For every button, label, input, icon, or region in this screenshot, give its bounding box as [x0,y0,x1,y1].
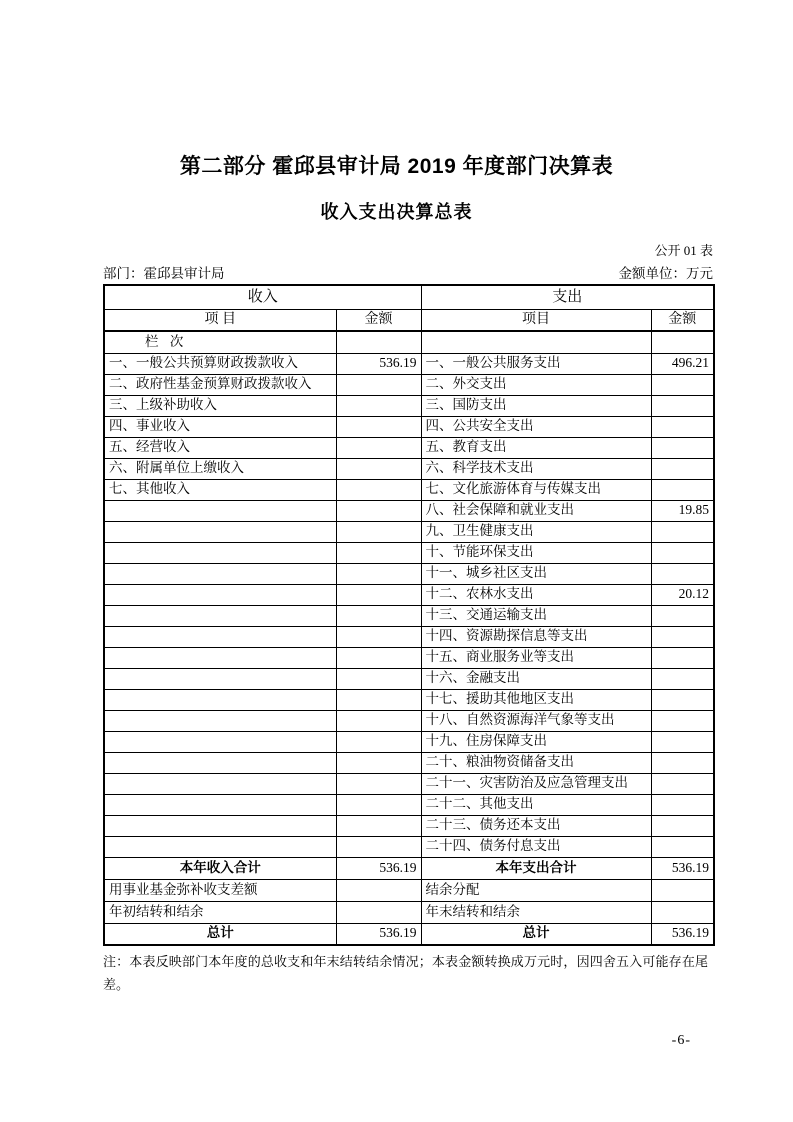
expense-amount-cell: 536.19 [651,857,714,879]
page-title: 第二部分 霍邱县审计局 2019 年度部门决算表 [179,155,614,178]
income-item-cell: 总计 [104,923,336,945]
column-header-row [104,309,714,331]
expense-item-cell: 十三、交通运输支出 [421,605,651,626]
income-amount-cell [336,689,421,710]
income-amount-cell [336,794,421,815]
income-item-cell [104,668,336,689]
expense-item-cell: 十四、资源勘探信息等支出 [421,626,651,647]
table-row [104,479,714,500]
income-item-cell [104,521,336,542]
expense-amount-cell [651,437,714,458]
expense-amount-cell [651,668,714,689]
lanci-label: 栏 次 [104,331,336,353]
expense-amount-header: 金额 [651,309,714,331]
income-amount-cell: 536.19 [336,923,421,945]
table-code-label: 公开 01 表 [654,243,713,258]
table-body [104,285,714,945]
income-item-cell: 本年收入合计 [104,857,336,879]
income-amount-cell [336,521,421,542]
income-amount-cell [336,626,421,647]
expense-item-header: 项目 [421,309,651,331]
table-row [104,353,714,374]
income-amount-cell [336,542,421,563]
income-amount-header: 金额 [336,309,421,331]
expense-amount-cell [651,836,714,857]
expense-item-cell: 十五、商业服务业等支出 [421,647,651,668]
expense-item-cell [421,331,651,353]
lanci-row [104,331,714,353]
expense-amount-cell [651,794,714,815]
income-item-cell [104,710,336,731]
expense-item-cell: 二十三、债务还本支出 [421,815,651,836]
table-row [104,773,714,794]
income-item-cell: 二、政府性基金预算财政拨款收入 [104,374,336,395]
table-row [104,458,714,479]
income-amount-cell [336,416,421,437]
expense-amount-cell [651,901,714,923]
expense-item-cell: 七、文化旅游体育与传媒支出 [421,479,651,500]
table-row [104,542,714,563]
page-number: -6- [671,1032,691,1048]
expense-item-cell: 八、社会保障和就业支出 [421,500,651,521]
expense-amount-cell [651,416,714,437]
income-item-cell [104,752,336,773]
income-amount-cell [336,395,421,416]
income-amount-cell [336,563,421,584]
expense-item-cell: 本年支出合计 [421,857,651,879]
table-meta-row [103,262,713,282]
income-item-header: 项 目 [104,309,336,331]
income-amount-cell [336,458,421,479]
income-amount-cell [336,374,421,395]
table-row [104,374,714,395]
income-item-cell [104,542,336,563]
expense-item-cell: 十一、城乡社区支出 [421,563,651,584]
expense-item-cell: 十九、住房保障支出 [421,731,651,752]
income-amount-cell [336,479,421,500]
income-item-cell [104,731,336,752]
income-item-cell [104,500,336,521]
income-amount-cell [336,584,421,605]
expense-amount-cell [651,647,714,668]
expense-amount-cell: 20.12 [651,584,714,605]
income-amount-cell [336,647,421,668]
income-amount-cell [336,731,421,752]
expense-item-cell: 一、一般公共服务支出 [421,353,651,374]
table-row [104,626,714,647]
table-row [104,416,714,437]
income-item-cell [104,689,336,710]
table-row [104,923,714,945]
expense-amount-cell [651,689,714,710]
expense-item-cell: 二、外交支出 [421,374,651,395]
expense-item-cell: 十二、农林水支出 [421,584,651,605]
expense-item-cell: 年末结转和结余 [421,901,651,923]
income-item-cell [104,836,336,857]
table-row [104,689,714,710]
table-row [104,794,714,815]
table-row [104,752,714,773]
income-amount-cell: 536.19 [336,353,421,374]
table-row [104,395,714,416]
table-row [104,879,714,901]
expense-amount-cell [651,731,714,752]
expense-amount-cell: 19.85 [651,500,714,521]
expense-item-cell: 六、科学技术支出 [421,458,651,479]
expense-amount-cell [651,331,714,353]
income-amount-cell [336,773,421,794]
income-item-cell [104,584,336,605]
table-row [104,521,714,542]
table-row [104,584,714,605]
income-item-cell [104,815,336,836]
expense-amount-cell: 536.19 [651,923,714,945]
table-row [104,668,714,689]
income-item-cell: 三、上级补助收入 [104,395,336,416]
expense-amount-cell [651,773,714,794]
income-item-cell: 六、附属单位上缴收入 [104,458,336,479]
income-item-cell [104,773,336,794]
expense-amount-cell [651,542,714,563]
expense-amount-cell [651,710,714,731]
income-amount-cell [336,500,421,521]
expense-amount-cell: 496.21 [651,353,714,374]
income-amount-cell [336,815,421,836]
expense-amount-cell [651,374,714,395]
income-item-cell: 七、其他收入 [104,479,336,500]
expense-item-cell: 二十一、灾害防治及应急管理支出 [421,773,651,794]
table-row [104,437,714,458]
table-row [104,731,714,752]
table-title: 收入支出决算总表 [320,202,473,222]
expense-item-cell: 二十四、债务付息支出 [421,836,651,857]
table-row [104,857,714,879]
table-row [104,563,714,584]
expense-item-cell: 结余分配 [421,879,651,901]
expense-amount-cell [651,879,714,901]
expense-amount-cell [651,563,714,584]
expense-item-cell: 二十、粮油物资储备支出 [421,752,651,773]
income-amount-cell [336,710,421,731]
group-header-row [104,285,714,309]
income-amount-cell [336,836,421,857]
expense-amount-cell [651,479,714,500]
expense-item-cell: 四、公共安全支出 [421,416,651,437]
expense-amount-cell [651,521,714,542]
income-amount-cell [336,879,421,901]
expense-item-cell: 十六、金融支出 [421,668,651,689]
income-group-header: 收入 [104,285,421,309]
expense-amount-cell [651,458,714,479]
department-label: 部门：霍邱县审计局 [103,266,225,281]
income-item-cell [104,626,336,647]
income-item-cell: 四、事业收入 [104,416,336,437]
table-row [104,815,714,836]
expense-group-header: 支出 [421,285,714,309]
income-item-cell [104,605,336,626]
expense-amount-cell [651,752,714,773]
income-expense-table [103,284,715,946]
income-item-cell: 一、一般公共预算财政拨款收入 [104,353,336,374]
expense-amount-cell [651,626,714,647]
income-amount-cell [336,605,421,626]
income-amount-cell: 536.19 [336,857,421,879]
expense-item-cell: 总计 [421,923,651,945]
table-row [104,836,714,857]
income-amount-cell [336,437,421,458]
income-amount-cell [336,752,421,773]
table-row [104,500,714,521]
table-row [104,647,714,668]
expense-amount-cell [651,395,714,416]
expense-item-cell: 三、国防支出 [421,395,651,416]
table-row [104,605,714,626]
expense-amount-cell [651,605,714,626]
income-amount-cell [336,668,421,689]
income-item-cell [104,647,336,668]
income-item-cell: 五、经营收入 [104,437,336,458]
expense-item-cell: 十、节能环保支出 [421,542,651,563]
income-amount-cell [336,331,421,353]
expense-amount-cell [651,815,714,836]
income-amount-cell [336,901,421,923]
expense-item-cell: 九、卫生健康支出 [421,521,651,542]
table-row [104,901,714,923]
table-row [104,710,714,731]
unit-label: 金额单位：万元 [618,266,713,281]
expense-item-cell: 二十二、其他支出 [421,794,651,815]
income-item-cell [104,794,336,815]
expense-item-cell: 十八、自然资源海洋气象等支出 [421,710,651,731]
income-item-cell [104,563,336,584]
income-item-cell: 年初结转和结余 [104,901,336,923]
income-item-cell: 用事业基金弥补收支差额 [104,879,336,901]
expense-item-cell: 十七、援助其他地区支出 [421,689,651,710]
footnote: 注：本表反映部门本年度的总收支和年末结转结余情况；本表金额转换成万元时，因四舍五入可能存在尾差。 [103,954,708,992]
expense-item-cell: 五、教育支出 [421,437,651,458]
